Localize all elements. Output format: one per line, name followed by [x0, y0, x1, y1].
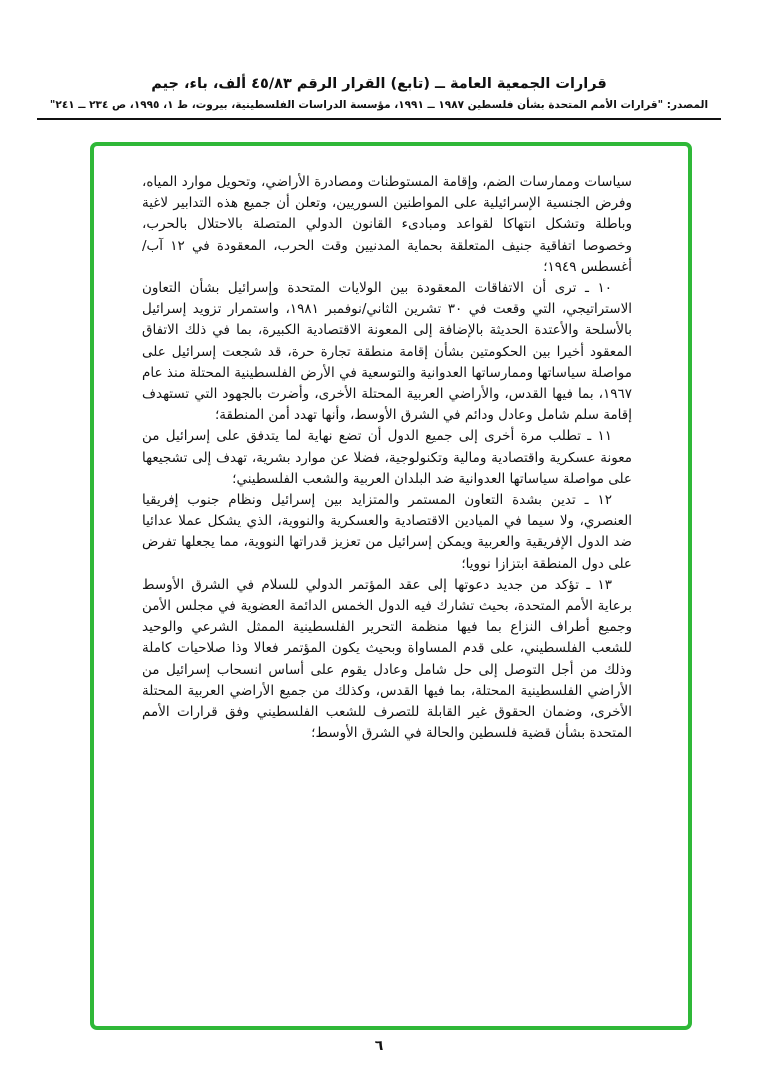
paragraph: ١١ ـ تطلب مرة أخرى إلى جميع الدول أن تضع نهاية لما يتدفق على إسرائيل من معونة عسكرية واقتصادية ومالية وتكنولوجية، فضلا عن موارد بشرية، تهدف إلى تشجيعها على مواصلة سياساتها العدوانية ضد البلدان العربية والشعب الفلسطيني؛ — [142, 428, 632, 487]
header-divider — [37, 118, 721, 120]
document-body — [94, 146, 688, 764]
paragraph: ١٠ ـ ترى أن الاتفاقات المعقودة بين الولايات المتحدة وإسرائيل بشأن التعاون الاستراتيجي، التي وقعت في ٣٠ تشرين الثاني/نوفمبر ١٩٨١، واستمرار تزويد إسرائيل بالأسلحة والأعتدة الحديثة بالإضافة إلى المعونة الاقتصادية الكبيرة، بما في ذلك الاتفاق المعقود أخيرا بين الحكومتين بشأن إقامة منطقة تجارة حرة، قد شجعت إسرائيل على مواصلة سياساتها وممارساتها العدوانية والتوسعية في الأرض الفلسطينية المحتلة منذ عام ١٩٦٧، بما فيها القدس، والأراضي العربية المحتلة الأخرى، وأضرت بالجهود التي تستهدف إقامة سلم شامل وعادل ودائم في الشرق الأوسط، وأنها تهدد أمن المنطقة؛ — [142, 280, 633, 424]
paragraph: ١٣ ـ تؤكد من جديد دعوتها إلى عقد المؤتمر الدولي للسلام في الشرق الأوسط برعاية الأمم المتحدة، بحيث تشارك فيه الدول الخمس الدائمة العضوية في مجلس الأمن وجميع أطراف النزاع بما فيها منظمة التحرير الفلسطينية الممثل الشرعي والوحيد للشعب الفلسطيني، على قدم المساواة وبحيث يكون المؤتمر فعالا وذا صلاحيات كاملة وذلك من أجل التوصل إلى حل شامل وعادل يقوم على أساس انسحاب إسرائيل من الأراضي الفلسطينية المحتلة، بما فيها القدس، وكذلك من جميع الأراضي العربية المحتلة الأخرى، وضمان الحقوق غير القابلة للتصرف للشعب الفلسطيني وفق قرارات الأمم المتحدة بشأن قضية فلسطين والحالة في الشرق الأوسط؛ — [142, 576, 632, 742]
paragraph: سياسات وممارسات الضم، وإقامة المستوطنات ومصادرة الأراضي، وتحويل موارد المياه، وفرض الجنسية الإسرائيلية على المواطنين السوريين، وتعلن أن جميع هذه التدابير لاغية وباطلة وتشكل انتهاكا لقواعد ومبادىء القانون الدولي المتصلة بالاحتلال بالحرب، وخصوصا اتفاقية جنيف المتعلقة بحماية المدنيين وقت الحرب، المعقودة في ١٢ آب/أغسطس ١٩٤٩؛ — [142, 174, 632, 275]
paragraph: ١٢ ـ تدين بشدة التعاون المستمر والمتزايد بين إسرائيل ونظام جنوب إفريقيا العنصري، ولا سيما في الميادين الاقتصادية والعسكرية والنووية، الذي يشكل عملا عدائيا ضد الدول الإفريقية والعربية ويمكن إسرائيل من تعزيز قدراتها النووية، مما يجعلها تفرض على دول المنطقة ابتزازا نوويا؛ — [142, 492, 632, 572]
page-number: ٦ — [374, 1038, 384, 1054]
content-frame — [90, 142, 692, 1030]
source-citation: المصدر: "قرارات الأمم المتحدة بشأن فلسطين ١٩٨٧ ــ ١٩٩١، مؤسسة الدراسات الفلسطينية، بيروت، ط ١، ١٩٩٥، ص ٢٣٤ ــ ٢٤١" — [49, 99, 709, 111]
page-title: قرارات الجمعية العامة ــ (تابع) القرار الرقم ٤٥/٨٣ ألف، باء، جيم — [151, 76, 607, 92]
document-header — [0, 0, 758, 120]
